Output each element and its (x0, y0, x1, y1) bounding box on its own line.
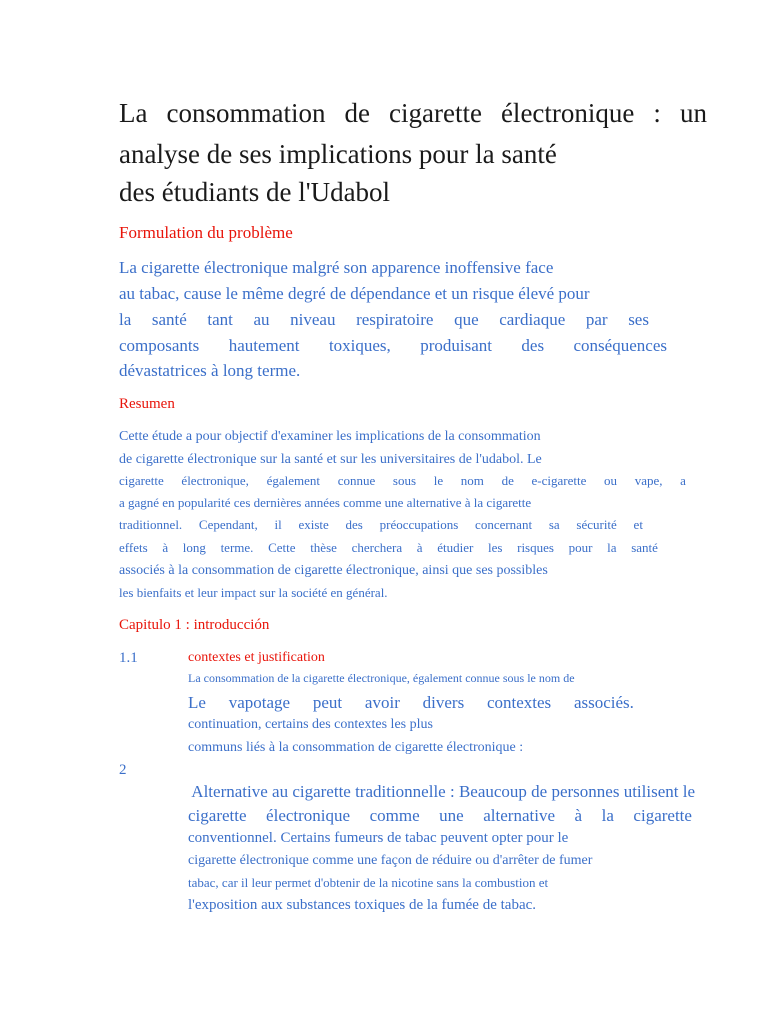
word: le (433, 473, 444, 488)
word: Cette (268, 540, 296, 555)
word: un (679, 98, 707, 128)
word: préoccupations (379, 517, 459, 532)
resumen-line-7: associés à la consommation de cigarette électronique, ainsi que ses possibles (119, 563, 548, 578)
word: effets (119, 540, 148, 555)
word: e-cigarette (531, 473, 587, 488)
word: traditionnel. (119, 517, 183, 532)
word: contextes (486, 693, 552, 712)
word: électronique (266, 806, 351, 825)
word: de (501, 473, 514, 488)
word: ou (604, 473, 618, 488)
section-number-1-1: 1.1 (119, 650, 138, 666)
alt-line-2 (188, 805, 692, 827)
word: sécurité (576, 517, 617, 532)
resumen-line-1: Cette étude a pour objectif d'examiner les implications de la consommation (119, 429, 541, 444)
word: respiratoire (356, 310, 434, 329)
number-2: 2 (119, 762, 127, 778)
word: associés. (573, 693, 634, 712)
resumen-heading: Resumen (119, 396, 175, 412)
word: existe (298, 517, 329, 532)
section-line-2 (188, 692, 634, 714)
problem-line-4 (119, 335, 667, 357)
word: également (266, 473, 321, 488)
word: et (633, 517, 643, 532)
word: étudier (437, 540, 474, 555)
word: cherchera (351, 540, 403, 555)
word: long (182, 540, 206, 555)
word: à (574, 806, 583, 825)
word: toxiques, (328, 336, 391, 355)
word: risques (517, 540, 554, 555)
resumen-line-8: les bienfaits et leur impact sur la société en général. (119, 585, 388, 600)
section-line-4: communs liés à la consommation de cigarette électronique : (188, 740, 524, 755)
word: Cependant, (198, 517, 258, 532)
word: a (680, 473, 686, 488)
word: la (119, 310, 132, 329)
word: la (601, 806, 614, 825)
word: par (585, 310, 608, 329)
word: produisant (420, 336, 492, 355)
word: concernant (475, 517, 533, 532)
word: santé (631, 540, 658, 555)
word: au (253, 310, 270, 329)
word: : (653, 98, 661, 128)
section-title: contextes et justification (188, 650, 325, 665)
resumen-line-3 (119, 472, 686, 490)
word: alternative (483, 806, 555, 825)
word: peut (312, 693, 343, 712)
problem-line-5: dévastatrices à long terme. (119, 361, 301, 380)
word: sous (392, 473, 417, 488)
section-line-1: La consommation de la cigarette électronique, également connue sous le nom de (188, 671, 575, 685)
title-line-1 (119, 98, 707, 128)
alt-line-4: cigarette électronique comme une façon de réduire ou d'arrêter de fumer (188, 853, 593, 868)
word: santé (151, 310, 187, 329)
resumen-line-5 (119, 516, 643, 534)
word: les (487, 540, 503, 555)
word: divers (422, 693, 465, 712)
word: hautement (228, 336, 300, 355)
problem-line-2: au tabac, cause le même degré de dépendance et un risque élevé pour (119, 284, 590, 303)
word: il (274, 517, 282, 532)
word: avoir (364, 693, 400, 712)
word: une (439, 806, 464, 825)
section-line-3: continuation, certains des contextes les plus (188, 717, 433, 732)
word: nom (460, 473, 484, 488)
resumen-line-4: a gagné en popularité ces dernières années comme une alternative à la cigarette (119, 495, 532, 510)
word: à (416, 540, 423, 555)
word: électronique (500, 98, 635, 128)
word: Le (188, 693, 206, 712)
word: cigarette (389, 98, 482, 128)
word: terme. (220, 540, 254, 555)
word: des (521, 336, 545, 355)
word: comme (369, 806, 420, 825)
word: pour (568, 540, 593, 555)
resumen-line-2: de cigarette électronique sur la santé et sur les universitaires de l'udabol. Le (119, 452, 542, 467)
alt-line-5: tabac, car il leur permet d'obtenir de la nicotine sans la combustion et (188, 875, 549, 890)
alt-line-1: Alternative au cigarette traditionnelle : Beaucoup de personnes utilisent le (188, 782, 695, 801)
word: niveau (290, 310, 336, 329)
word: sa (548, 517, 560, 532)
word: ses (628, 310, 649, 329)
word: vapotage (228, 693, 291, 712)
alt-line-6: l'exposition aux substances toxiques de la fumée de tabac. (188, 897, 537, 913)
word: cigarette (119, 473, 164, 488)
resumen-line-6 (119, 539, 658, 557)
word: connue (337, 473, 376, 488)
word: électronique, (181, 473, 249, 488)
chapter-heading: Capitulo 1 : introducción (119, 617, 270, 633)
word: cigarette (633, 806, 692, 825)
word: La (119, 98, 148, 128)
word: des (345, 517, 363, 532)
word: que (454, 310, 479, 329)
problem-line-1: La cigarette électronique malgré son apparence inoffensive face (119, 258, 554, 277)
word: thèse (310, 540, 337, 555)
word: cigarette (188, 806, 247, 825)
alt-line-3: conventionnel. Certains fumeurs de tabac peuvent opter pour le (188, 830, 569, 846)
word: à (162, 540, 169, 555)
title-line-2: analyse de ses implications pour la santé (119, 139, 557, 169)
word: la (607, 540, 617, 555)
problem-line-3 (119, 309, 649, 331)
title-line-3: des étudiants de l'Udabol (119, 177, 391, 207)
problem-heading: Formulation du problème (119, 223, 293, 242)
word: de (344, 98, 370, 128)
word: composants (119, 336, 200, 355)
word: conséquences (573, 336, 667, 355)
word: consommation (166, 98, 326, 128)
word: tant (207, 310, 233, 329)
word: vape, (634, 473, 663, 488)
word: cardiaque (499, 310, 566, 329)
